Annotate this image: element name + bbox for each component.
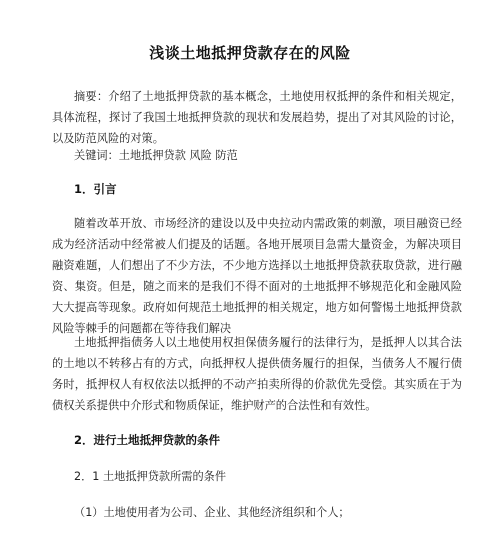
section-1-heading: 1．引言 [74, 182, 117, 196]
section-1-paragraph-2: 土地抵押指债务人以土地使用权担保债务履行的法律行为，是抵押人以其合法的土地以不转移占有的方式，向抵押权人提供债务履行的担保，当债务人不履行债务时，抵押权人有权依法以抵押的不动产拍卖所得的价款优先受偿。其实质在于为债权关系提供中介形式和物质保证，维护财产的合法性和有效性。 [52, 336, 462, 412]
section-2-heading: 2．进行土地抵押贷款的条件 [74, 433, 221, 447]
section-1-paragraph-1: 随着改革开放、市场经济的建设以及中央拉动内需政策的刺激，项目融资已经成为经济活动中经常被人们提及的话题。各地开展项目急需大量资金，为解决项目融资难题，人们想出了不少方法，不少地方选择以土地抵押贷款获取贷款，进行融资、集资。但是，随之而来的是我们不得不面对的土地抵押不够规范化和金融风险大大提高等现象。政府如何规范土地抵押的相关规定，地方如何警惕土地抵押贷款风险等棘手的问题都在等待我们解决 [52, 217, 462, 335]
document-title: 浅谈土地抵押贷款存在的风险 [149, 44, 351, 62]
keywords-line: 关键词：土地抵押贷款 风险 防范 [74, 149, 238, 162]
section-2-1-heading: 2．1 土地抵押贷款所需的条件 [74, 470, 227, 483]
abstract-paragraph: 摘要：介绍了土地抵押贷款的基本概念，土地使用权抵押的条件和相关规定，具体流程，探讨了我国土地抵押贷款的现状和发展趋势，提出了对其风险的讨论，以及防范风险的对策。 [52, 90, 462, 145]
list-item-1: （1）土地使用者为公司、企业、其他经济组织和个人； [74, 506, 350, 519]
